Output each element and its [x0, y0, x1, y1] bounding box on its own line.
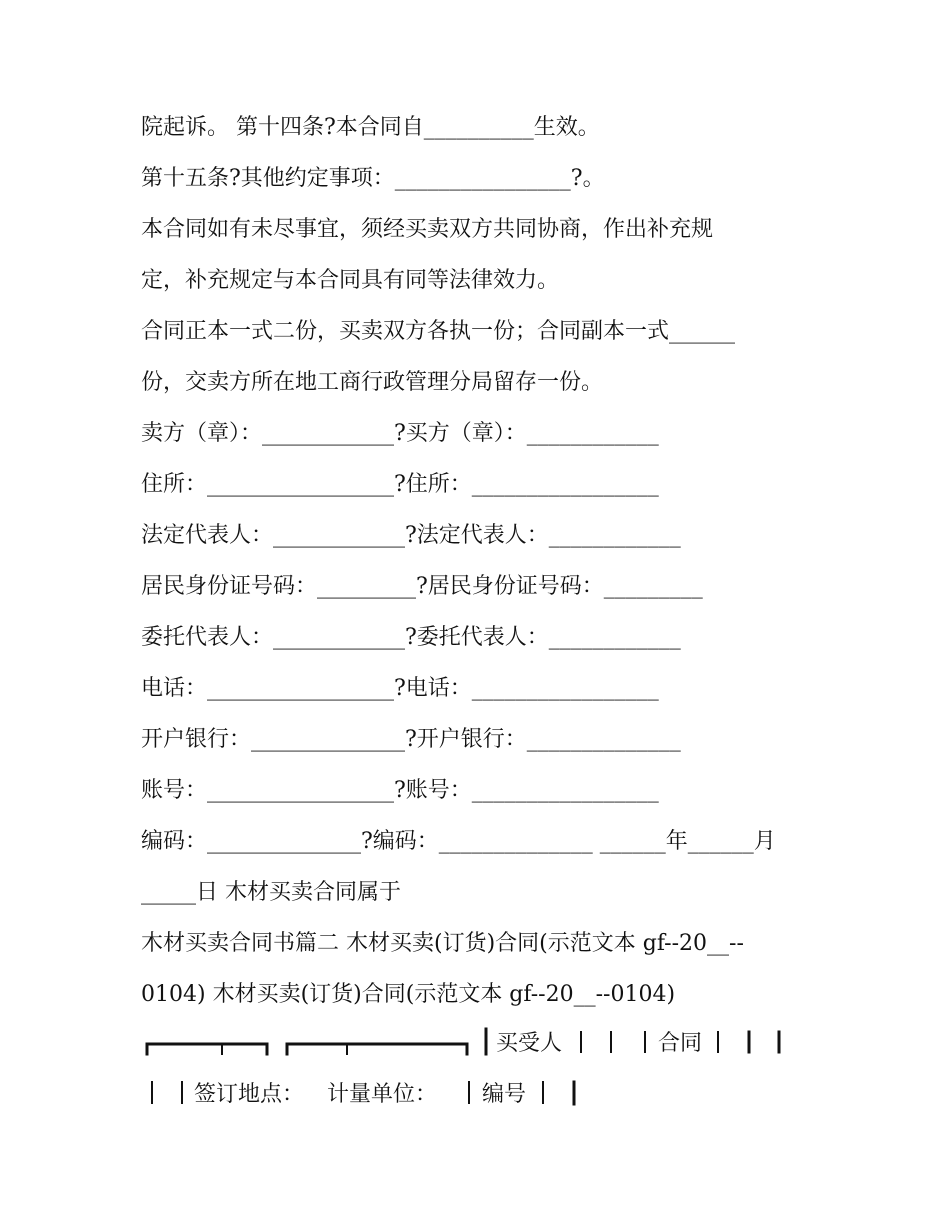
- text-line: 定，补充规定与本合同具有同等法律效力。: [141, 268, 560, 293]
- text-line: 本合同如有未尽事宜，须经买卖双方共同协商，作出补充规: [141, 217, 714, 242]
- label-buyer: 买受人: [496, 1031, 563, 1056]
- text-line: 院起诉。 第十四条?本合同自__________生效。: [141, 115, 600, 140]
- text-line: 编码：______________?编码：______________ ______年______月: [141, 829, 776, 854]
- label-sign-place: 签订地点：: [194, 1082, 305, 1107]
- label-number: 编号: [482, 1082, 527, 1107]
- text-line: 第十五条?其他约定事项：________________?。: [141, 166, 605, 191]
- text-line: 法定代表人：____________?法定代表人：____________: [141, 523, 681, 548]
- text-line: 开户银行：______________?开户银行：______________: [141, 727, 681, 752]
- text-line: 居民身份证号码：_________?居民身份证号码：_________: [141, 574, 703, 599]
- text-line: 电话：_________________?电话：_________________: [141, 676, 659, 701]
- text-line: 合同正本一式二份，买卖双方各执一份；合同副本一式______: [141, 319, 736, 344]
- text-line: _____日 木材买卖合同属于: [141, 880, 401, 905]
- text-line: 份，交卖方所在地工商行政管理分局留存一份。: [141, 370, 604, 395]
- label-unit: 计量单位：: [327, 1082, 438, 1107]
- label-contract: 合同: [658, 1031, 703, 1056]
- text-line: 委托代表人：____________?委托代表人：____________: [141, 625, 681, 650]
- text-line: 卖方（章）：____________?买方（章）：____________: [141, 421, 659, 446]
- text-line: 住所：_________________?住所：_________________: [141, 472, 659, 497]
- text-line: 账号：_________________?账号：_________________: [141, 778, 659, 803]
- broken-table-fragment: [140, 1026, 800, 1116]
- text-line: 0104) 木材买卖(订货)合同(示范文本 gf--20__--0104): [141, 982, 676, 1007]
- text-line: 木材买卖合同书篇二 木材买卖(订货)合同(示范文本 gf--20__--: [141, 931, 744, 956]
- table-border-lines: [140, 1026, 800, 1116]
